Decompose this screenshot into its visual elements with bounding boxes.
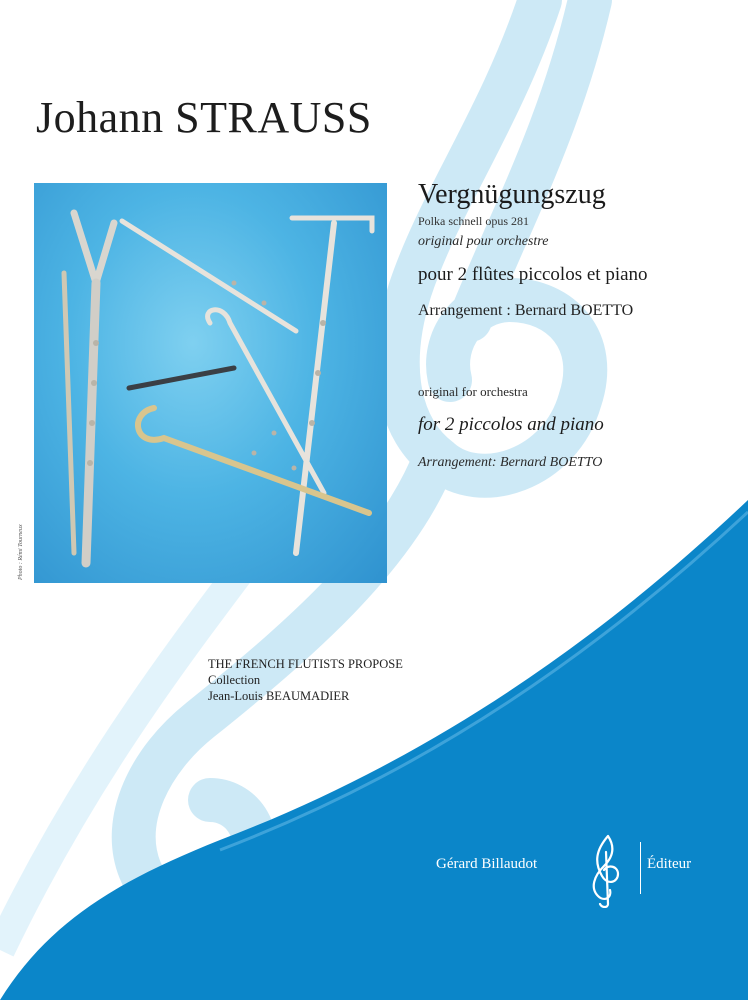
instrumentation-fr: pour 2 flûtes piccolos et piano xyxy=(418,264,648,285)
instrument-photo xyxy=(34,183,387,583)
arrangement-en: Arrangement: Bernard BOETTO xyxy=(418,455,603,470)
flutes-illustration xyxy=(34,183,387,583)
collection-editor: Jean-Louis BEAUMADIER xyxy=(208,689,350,703)
original-note-fr: original pour orchestre xyxy=(418,234,549,249)
arrangement-fr: Arrangement : Bernard BOETTO xyxy=(418,302,634,319)
photo-credit: Photo : Rémi Tourneux xyxy=(18,524,24,580)
work-subtitle: Polka schnell opus 281 xyxy=(418,214,529,228)
original-note-en: original for orchestra xyxy=(418,384,528,399)
treble-clef-logo-icon xyxy=(578,832,634,908)
publisher-role: Éditeur xyxy=(647,856,692,872)
collection-series: THE FRENCH FLUTISTS PROPOSE xyxy=(208,657,403,671)
collection-label: Collection xyxy=(208,673,261,687)
composer-name: Johann STRAUSS xyxy=(36,93,372,142)
publisher-divider xyxy=(640,842,641,894)
collection-block xyxy=(208,656,403,704)
work-title: Vergnügungszug xyxy=(418,179,606,210)
instrumentation-en: for 2 piccolos and piano xyxy=(418,414,604,435)
publisher-name: Gérard Billaudot xyxy=(436,856,538,872)
